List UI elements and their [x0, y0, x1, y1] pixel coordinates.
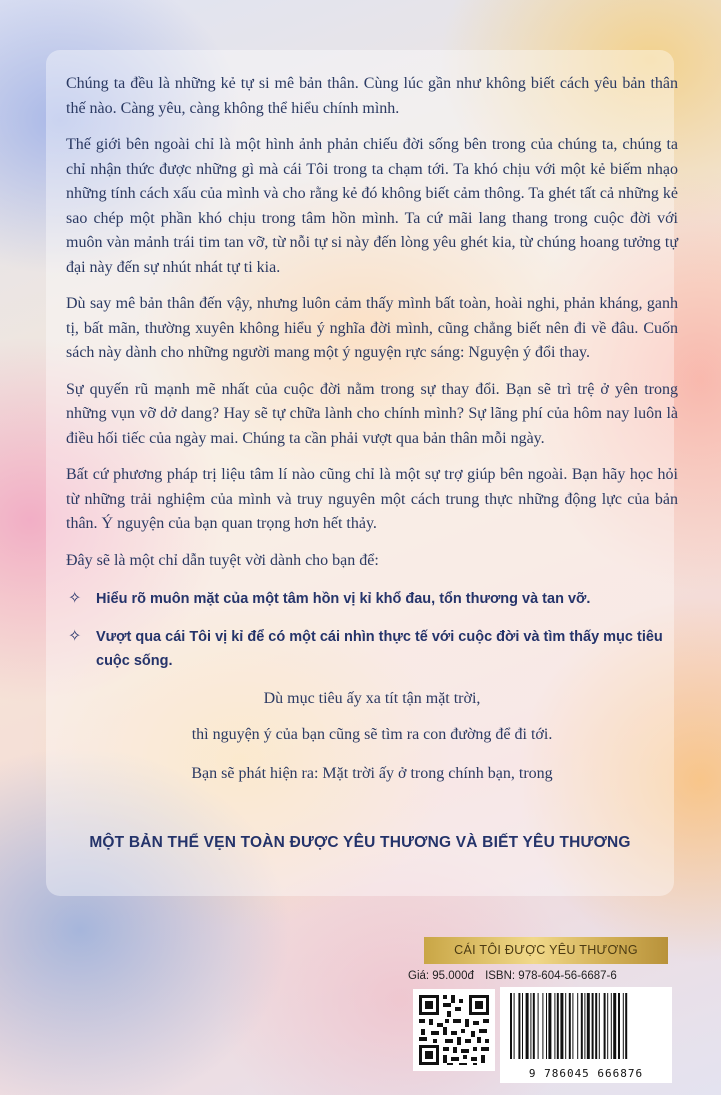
paragraph-4: Sự quyến rũ mạnh mẽ nhất của cuộc đời nằm trong sự thay đổi. Bạn sẽ trì trệ ở yên trong những vụn vỡ dở dang? Hay sẽ tự chữa lành cho chính mình? Sự lãng phí của hôm nay luôn là điều hối tiếc của ngày mai. Chúng ta cần phải vượt qua bản thân mỗi ngày. [66, 380, 678, 447]
paragraph-3: Dù say mê bản thân đến vậy, nhưng luôn cảm thấy mình bất toàn, hoài nghi, phản kháng, ganh tị, bất mãn, thường xuyên không hiểu ý nghĩa đời mình, cũng chẳng biết nên đi về đâu. Cuốn sách này dành cho những người mang một ý nguyện rực sáng: Nguyện ý đổi thay. [66, 295, 678, 361]
headline: MỘT BẢN THỂ VẸN TOÀN ĐƯỢC YÊU THƯƠNG VÀ BIẾT YÊU THƯƠNG [89, 834, 631, 851]
price: Giá: 95.000đ [408, 970, 474, 982]
title-banner: CÁI TÔI ĐƯỢC YÊU THƯƠNG [424, 937, 668, 964]
bullet-list [66, 587, 678, 673]
qr-code-icon [413, 989, 495, 1071]
paragraph-6: Đây sẽ là một chỉ dẫn tuyệt vời dành cho bạn để: [66, 551, 379, 569]
verse-line-2: thì nguyện ý của bạn cũng sẽ tìm ra con đường để đi tới. [191, 726, 553, 743]
bullet-text: Vượt qua cái Tôi vị kỉ để có một cái nhìn thực tế với cuộc đời và tìm thấy mục tiêu cuộc sống. [96, 629, 663, 669]
bullet-text: Hiểu rõ muôn mặt của một tâm hồn vị kỉ khổ đau, tổn thương và tan vỡ. [96, 591, 591, 607]
barcode-number: 9 786045 666876 [528, 1067, 644, 1080]
paragraph-2: Thế giới bên ngoài chỉ là một hình ảnh phản chiếu đời sống bên trong của chúng ta, chúng ta chỉ nhận thức được những gì mà cái Tôi trong ta chạm tới. Ta khó chịu với một kẻ biếm nhạo những tính cách xấu của mình và cho rằng kẻ đó không biết cảm thông. Ta ghét tất cả những kẻ sao chép một phần khó chịu trong tâm hồn mình. Ta cứ mãi lang thang trong cuộc đời với muôn vàn mảnh trái tim tan vỡ, từ nỗi tự si này đến lòng yêu ghét kia, từ chúng hoang tưởng tự đại này đến sự nhút nhát tự ti kia. [66, 136, 678, 276]
paragraph-5: Bất cứ phương pháp trị liệu tâm lí nào cũng chỉ là một sự trợ giúp bên ngoài. Bạn hãy học hỏi từ những trải nghiệm của mình và truy nguyên một cách trung thực những động lực của bản thân. Ý nguyện của bạn quan trọng hơn hết thảy. [66, 466, 678, 532]
isbn: ISBN: 978-604-56-6687-6 [485, 970, 617, 982]
reveal-line: Bạn sẽ phát hiện ra: Mặt trời ấy ở trong chính bạn, trong [191, 764, 553, 782]
blurb [66, 72, 678, 798]
barcode [500, 987, 672, 1083]
bullet-item [66, 625, 678, 673]
price-isbn-row [408, 970, 678, 982]
barcode-bars [500, 987, 672, 1067]
paragraph-1: Chúng ta đều là những kẻ tự si mê bản thân. Cùng lúc gần như không biết cách yêu bản thân thế nào. Càng yêu, càng không thể hiểu chính mình. [66, 75, 678, 117]
sparkle-icon: ✧ [68, 590, 82, 607]
bullet-item [66, 587, 678, 611]
sparkle-icon: ✧ [68, 628, 82, 645]
verse-line-1: Dù mục tiêu ấy xa tít tận mặt trời, [263, 690, 481, 707]
qr-code-graphic [413, 989, 495, 1071]
